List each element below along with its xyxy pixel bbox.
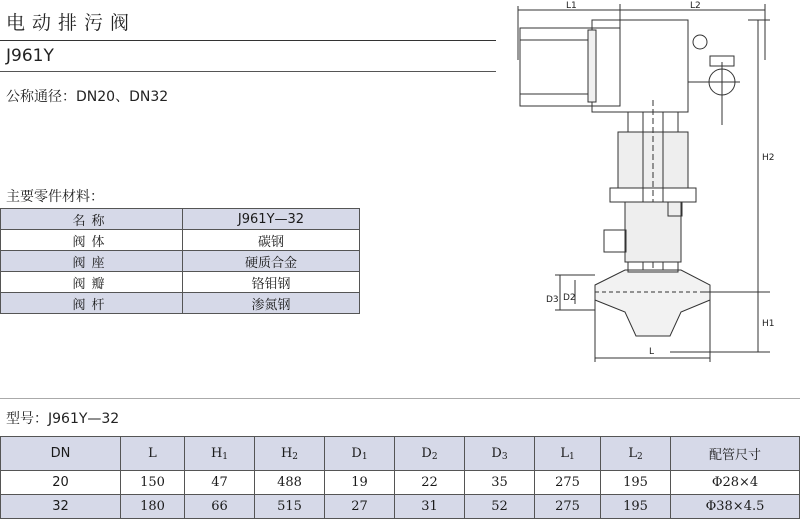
cell-d2: 31	[395, 495, 465, 519]
cell-l1: 275	[535, 495, 601, 519]
spec-heading: 型号：J961Y—32	[6, 411, 120, 427]
part-material: 硬质合金	[183, 251, 360, 272]
cell-h1: 66	[185, 495, 255, 519]
cell-dn: 32	[1, 495, 121, 519]
cell-d3: 35	[465, 471, 535, 495]
label-l: L	[649, 347, 655, 357]
nominal-diameter-text: 公称通径：DN20、DN32	[6, 89, 169, 105]
materials-table	[0, 208, 360, 314]
label-d2: D2	[563, 293, 576, 303]
header-dn: DN	[1, 437, 121, 471]
label-l2: L2	[690, 1, 701, 11]
cell-d1: 27	[325, 495, 395, 519]
valve-drawing	[500, 0, 800, 395]
table-row	[1, 471, 800, 495]
model-number: J961Y	[6, 46, 54, 66]
page-title: 电动排污阀	[6, 12, 137, 34]
materials-header-row	[1, 209, 360, 230]
cell-d3: 52	[465, 495, 535, 519]
header-l1: $L_1$	[535, 437, 601, 471]
cell-dn: 20	[1, 471, 121, 495]
header-l2: $L_2$	[601, 437, 671, 471]
valve-body	[595, 270, 710, 336]
table-row	[1, 251, 360, 272]
cell-h2: 488	[255, 471, 325, 495]
model-rule	[0, 71, 496, 72]
materials-header-model: J961Y—32	[183, 209, 360, 230]
part-name: 阀座	[1, 251, 183, 272]
spec-header-row	[1, 437, 800, 471]
part-material: 铬钼钢	[183, 272, 360, 293]
table-row	[1, 495, 800, 519]
table-row	[1, 230, 360, 251]
part-name: 阀体	[1, 230, 183, 251]
cell-d1: 19	[325, 471, 395, 495]
bonnet	[625, 202, 681, 262]
label-h1: H1	[762, 319, 775, 329]
cell-h2: 515	[255, 495, 325, 519]
header-pipe: 配管尺寸	[671, 437, 800, 471]
actuator-gearbox	[592, 20, 688, 112]
section-divider	[0, 398, 800, 399]
header-d1: $D_1$	[325, 437, 395, 471]
header-l: L	[121, 437, 185, 471]
cell-l1: 275	[535, 471, 601, 495]
header-h1: $H_1$	[185, 437, 255, 471]
header-d3: $D_3$	[465, 437, 535, 471]
cell-pipe: Φ38×4.5	[671, 495, 800, 519]
handwheel-knob	[693, 35, 707, 49]
materials-header-name: 名称	[1, 209, 183, 230]
header-h2: $H_2$	[255, 437, 325, 471]
cell-h1: 47	[185, 471, 255, 495]
label-d3: D3	[546, 295, 559, 305]
cell-l2: 195	[601, 495, 671, 519]
cell-l2: 195	[601, 471, 671, 495]
spec-table	[0, 436, 800, 519]
part-material: 碳钢	[183, 230, 360, 251]
part-name: 阀瓣	[1, 272, 183, 293]
table-row	[1, 272, 360, 293]
part-material: 渗氮钢	[183, 293, 360, 314]
label-l1: L1	[566, 1, 577, 11]
header-d2: $D_2$	[395, 437, 465, 471]
cell-l: 180	[121, 495, 185, 519]
cell-l: 150	[121, 471, 185, 495]
materials-heading: 主要零件材料：	[6, 189, 104, 205]
part-name: 阀杆	[1, 293, 183, 314]
table-row	[1, 293, 360, 314]
title-rule	[0, 40, 496, 41]
label-h2: H2	[762, 153, 775, 163]
cell-pipe: Φ28×4	[671, 471, 800, 495]
cell-d2: 22	[395, 471, 465, 495]
